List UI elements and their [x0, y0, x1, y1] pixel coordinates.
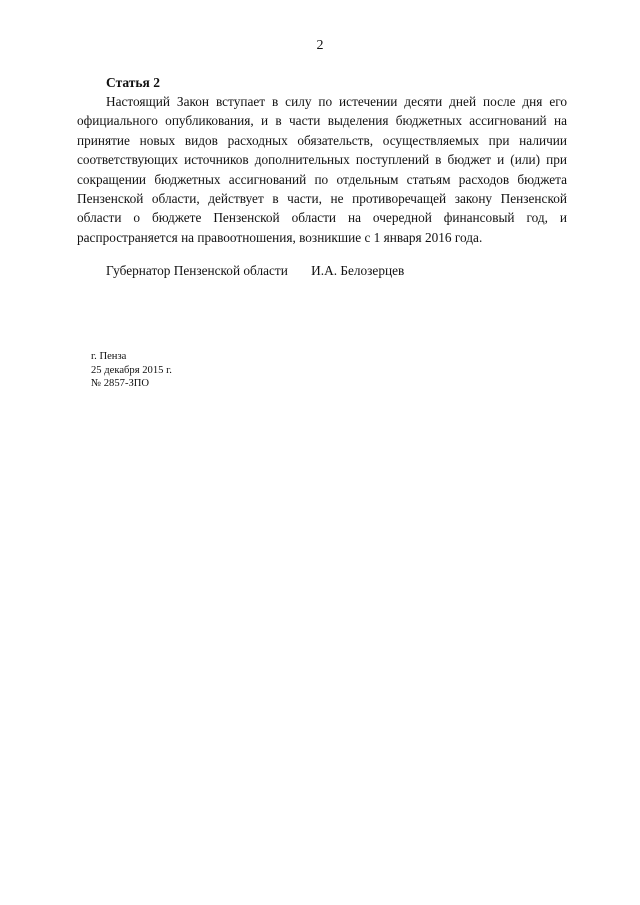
page-number: 2 [316, 38, 324, 53]
footer-city: г. Пенза [91, 351, 127, 362]
signature-position: Губернатор Пензенской области [106, 263, 288, 278]
signature-block [106, 263, 404, 279]
signature-name: И.А. Белозерцев [311, 263, 405, 278]
article-section [77, 73, 567, 247]
footer-date: 25 декабря 2015 г. [91, 364, 172, 376]
footer-number: № 2857-ЗПО [91, 378, 150, 389]
article-text: Настоящий Закон вступает в силу по истечении десяти дней после дня его официального опубликования, и в части выделения бюджетных ассигнований на принятие новых видов расходных обязательств, осуществляемых при наличии соответствующих источников дополнительных поступлений в бюджет и (или) при сокращении бюджетных ассигнований по отдельным статьям расходов бюджета Пензенской области, действует в части, не противоречащей закону Пензенской области о бюджете Пензенской области на очередной финансовый год, и распространяется на правоотношения, возникшие с 1 января 2016 года. [77, 94, 567, 245]
footer-block [91, 350, 172, 391]
article-title: Статья 2 [106, 75, 160, 90]
